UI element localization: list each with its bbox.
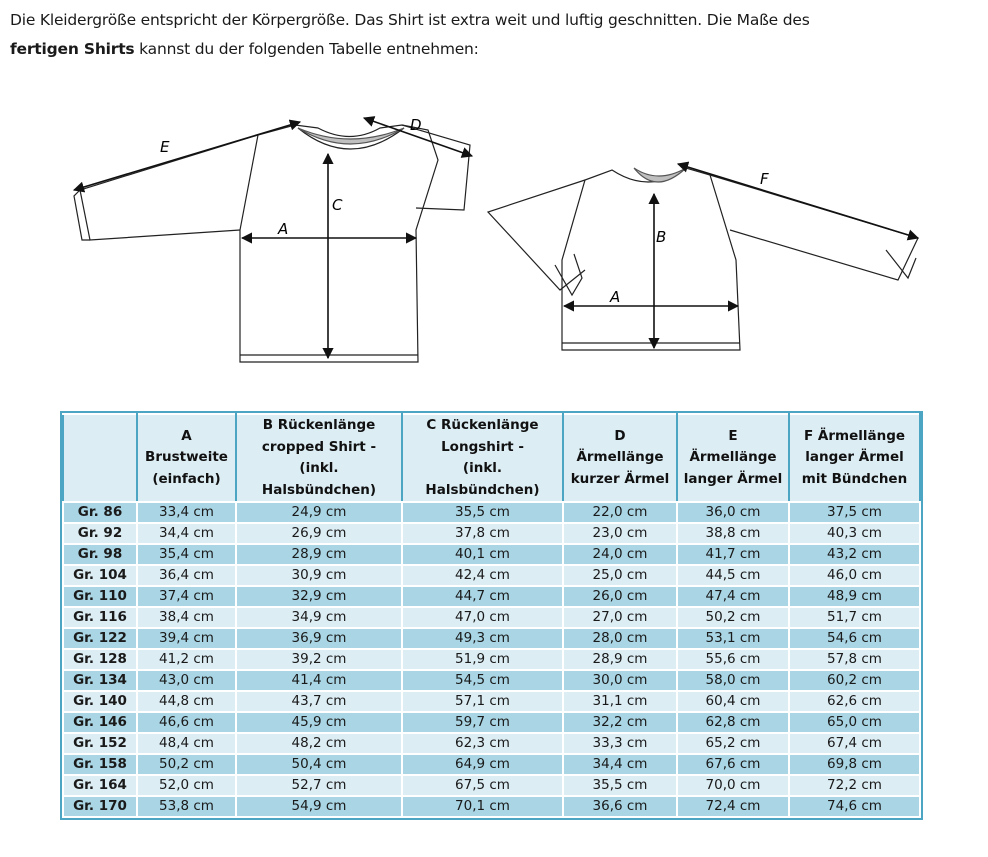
intro-line-2-rest: kannst du der folgenden Tabelle entnehmen: <box>134 40 479 58</box>
measurement-cell: 27,0 cm <box>563 607 677 628</box>
size-label-cell: Gr. 104 <box>63 565 137 586</box>
column-header: C Rückenlänge Longshirt - (inkl. Halsbündchen) <box>402 414 563 502</box>
measurement-cell: 36,6 cm <box>563 796 677 817</box>
measurement-cell: 41,7 cm <box>677 544 789 565</box>
measurement-cell: 70,0 cm <box>677 775 789 796</box>
column-header: D Ärmellänge kurzer Ärmel <box>563 414 677 502</box>
measurement-cell: 38,8 cm <box>677 523 789 544</box>
measurement-cell: 35,5 cm <box>563 775 677 796</box>
measurement-cell: 60,2 cm <box>789 670 920 691</box>
size-label-cell: Gr. 164 <box>63 775 137 796</box>
column-header: E Ärmellänge langer Ärmel <box>677 414 789 502</box>
measurement-cell: 48,2 cm <box>236 733 402 754</box>
measurement-cell: 28,0 cm <box>563 628 677 649</box>
measurement-cell: 54,5 cm <box>402 670 563 691</box>
table-row <box>63 796 920 817</box>
measurement-cell: 51,7 cm <box>789 607 920 628</box>
measurement-cell: 33,3 cm <box>563 733 677 754</box>
size-label-cell: Gr. 116 <box>63 607 137 628</box>
shirt-diagram-svg <box>60 100 940 380</box>
measurement-cell: 32,9 cm <box>236 586 402 607</box>
measurement-cell: 28,9 cm <box>236 544 402 565</box>
measurement-cell: 34,4 cm <box>137 523 236 544</box>
size-table <box>62 413 921 818</box>
size-label-cell: Gr. 170 <box>63 796 137 817</box>
measurement-cell: 54,9 cm <box>236 796 402 817</box>
measurement-cell: 30,0 cm <box>563 670 677 691</box>
measurement-cell: 48,9 cm <box>789 586 920 607</box>
size-label-cell: Gr. 128 <box>63 649 137 670</box>
size-label-cell: Gr. 158 <box>63 754 137 775</box>
table-row <box>63 775 920 796</box>
measurement-cell: 47,0 cm <box>402 607 563 628</box>
measurement-cell: 24,0 cm <box>563 544 677 565</box>
measurement-cell: 23,0 cm <box>563 523 677 544</box>
measurement-cell: 35,5 cm <box>402 502 563 523</box>
table-row <box>63 670 920 691</box>
measurement-cell: 36,9 cm <box>236 628 402 649</box>
measurement-cell: 50,4 cm <box>236 754 402 775</box>
table-row <box>63 502 920 523</box>
measure-f-arrow <box>678 164 918 238</box>
intro-line-1: Die Kleidergröße entspricht der Körpergröße. Das Shirt ist extra weit und luftig geschnitten. Die Maße des <box>10 11 810 29</box>
measurement-cell: 48,4 cm <box>137 733 236 754</box>
measurement-cell: 34,4 cm <box>563 754 677 775</box>
measurement-cell: 69,8 cm <box>789 754 920 775</box>
measurement-cell: 59,7 cm <box>402 712 563 733</box>
measurement-cell: 31,1 cm <box>563 691 677 712</box>
table-row <box>63 628 920 649</box>
label-f: F <box>760 170 769 188</box>
table-body <box>63 502 920 817</box>
measurement-cell: 57,8 cm <box>789 649 920 670</box>
measurement-cell: 72,4 cm <box>677 796 789 817</box>
label-a-long: A <box>278 220 289 238</box>
table-header-row <box>63 414 920 502</box>
measurement-cell: 37,5 cm <box>789 502 920 523</box>
size-label-cell: Gr. 98 <box>63 544 137 565</box>
measurement-cell: 46,0 cm <box>789 565 920 586</box>
longshirt-drawing <box>74 125 470 362</box>
intro-line-2 <box>10 35 970 64</box>
measurement-cell: 33,4 cm <box>137 502 236 523</box>
measurement-cell: 45,9 cm <box>236 712 402 733</box>
label-a-cropped: A <box>610 288 621 306</box>
column-header: F Ärmellänge langer Ärmel mit Bündchen <box>789 414 920 502</box>
measurement-cell: 28,9 cm <box>563 649 677 670</box>
measurement-cell: 41,4 cm <box>236 670 402 691</box>
measurement-cell: 67,4 cm <box>789 733 920 754</box>
measurement-cell: 35,4 cm <box>137 544 236 565</box>
cropped-shirt-drawing <box>488 168 918 350</box>
table-row <box>63 565 920 586</box>
measurement-cell: 55,6 cm <box>677 649 789 670</box>
intro-bold: fertigen Shirts <box>10 40 135 58</box>
size-label-cell: Gr. 92 <box>63 523 137 544</box>
measurement-cell: 47,4 cm <box>677 586 789 607</box>
table-row <box>63 691 920 712</box>
table-row <box>63 733 920 754</box>
measurement-cell: 26,9 cm <box>236 523 402 544</box>
table-row <box>63 586 920 607</box>
measurement-cell: 34,9 cm <box>236 607 402 628</box>
label-d: D <box>410 116 422 134</box>
measurement-cell: 62,3 cm <box>402 733 563 754</box>
measurement-cell: 72,2 cm <box>789 775 920 796</box>
measurement-cell: 70,1 cm <box>402 796 563 817</box>
size-label-cell: Gr. 86 <box>63 502 137 523</box>
measurement-cell: 51,9 cm <box>402 649 563 670</box>
table-row <box>63 649 920 670</box>
measurement-cell: 36,0 cm <box>677 502 789 523</box>
measurement-cell: 57,1 cm <box>402 691 563 712</box>
measurement-cell: 41,2 cm <box>137 649 236 670</box>
table-row <box>63 523 920 544</box>
measurement-cell: 32,2 cm <box>563 712 677 733</box>
shirt-diagram <box>60 100 940 384</box>
table-row <box>63 754 920 775</box>
table-row <box>63 712 920 733</box>
measurement-cell: 40,3 cm <box>789 523 920 544</box>
measurement-cell: 24,9 cm <box>236 502 402 523</box>
measurement-cell: 43,2 cm <box>789 544 920 565</box>
measurement-cell: 30,9 cm <box>236 565 402 586</box>
measurement-cell: 43,0 cm <box>137 670 236 691</box>
column-header: B Rückenlänge cropped Shirt - (inkl. Halsbündchen) <box>236 414 402 502</box>
column-header: A Brustweite (einfach) <box>137 414 236 502</box>
measurement-cell: 52,7 cm <box>236 775 402 796</box>
measurement-cell: 36,4 cm <box>137 565 236 586</box>
measurement-cell: 43,7 cm <box>236 691 402 712</box>
measurement-cell: 65,0 cm <box>789 712 920 733</box>
intro-text <box>10 6 970 64</box>
measurement-cell: 40,1 cm <box>402 544 563 565</box>
size-label-cell: Gr. 140 <box>63 691 137 712</box>
measurement-cell: 44,8 cm <box>137 691 236 712</box>
measurement-cell: 39,2 cm <box>236 649 402 670</box>
size-label-cell: Gr. 152 <box>63 733 137 754</box>
measurement-cell: 25,0 cm <box>563 565 677 586</box>
measurement-cell: 62,6 cm <box>789 691 920 712</box>
measurement-cell: 65,2 cm <box>677 733 789 754</box>
table-row <box>63 607 920 628</box>
table-row <box>63 544 920 565</box>
measurement-cell: 53,1 cm <box>677 628 789 649</box>
measurement-cell: 26,0 cm <box>563 586 677 607</box>
measurement-cell: 67,6 cm <box>677 754 789 775</box>
measurement-cell: 39,4 cm <box>137 628 236 649</box>
size-label-cell: Gr. 110 <box>63 586 137 607</box>
measurement-cell: 60,4 cm <box>677 691 789 712</box>
measurement-cell: 50,2 cm <box>137 754 236 775</box>
size-label-cell: Gr. 134 <box>63 670 137 691</box>
measurement-cell: 37,4 cm <box>137 586 236 607</box>
measurement-cell: 44,7 cm <box>402 586 563 607</box>
measurement-cell: 49,3 cm <box>402 628 563 649</box>
measurement-cell: 22,0 cm <box>563 502 677 523</box>
measurement-cell: 44,5 cm <box>677 565 789 586</box>
measurement-cell: 42,4 cm <box>402 565 563 586</box>
size-label-cell: Gr. 146 <box>63 712 137 733</box>
measurement-cell: 64,9 cm <box>402 754 563 775</box>
measurement-cell: 50,2 cm <box>677 607 789 628</box>
measurement-cell: 37,8 cm <box>402 523 563 544</box>
measurement-cell: 38,4 cm <box>137 607 236 628</box>
measurement-cell: 53,8 cm <box>137 796 236 817</box>
label-c: C <box>332 196 343 214</box>
label-b: B <box>656 228 667 246</box>
measurement-cell: 67,5 cm <box>402 775 563 796</box>
measurement-cell: 62,8 cm <box>677 712 789 733</box>
column-header <box>63 414 137 502</box>
measurement-cell: 54,6 cm <box>789 628 920 649</box>
measurement-cell: 46,6 cm <box>137 712 236 733</box>
size-label-cell: Gr. 122 <box>63 628 137 649</box>
label-e: E <box>160 138 170 156</box>
measure-e-arrow <box>74 122 300 190</box>
measurement-cell: 58,0 cm <box>677 670 789 691</box>
measurement-cell: 52,0 cm <box>137 775 236 796</box>
measurement-cell: 74,6 cm <box>789 796 920 817</box>
